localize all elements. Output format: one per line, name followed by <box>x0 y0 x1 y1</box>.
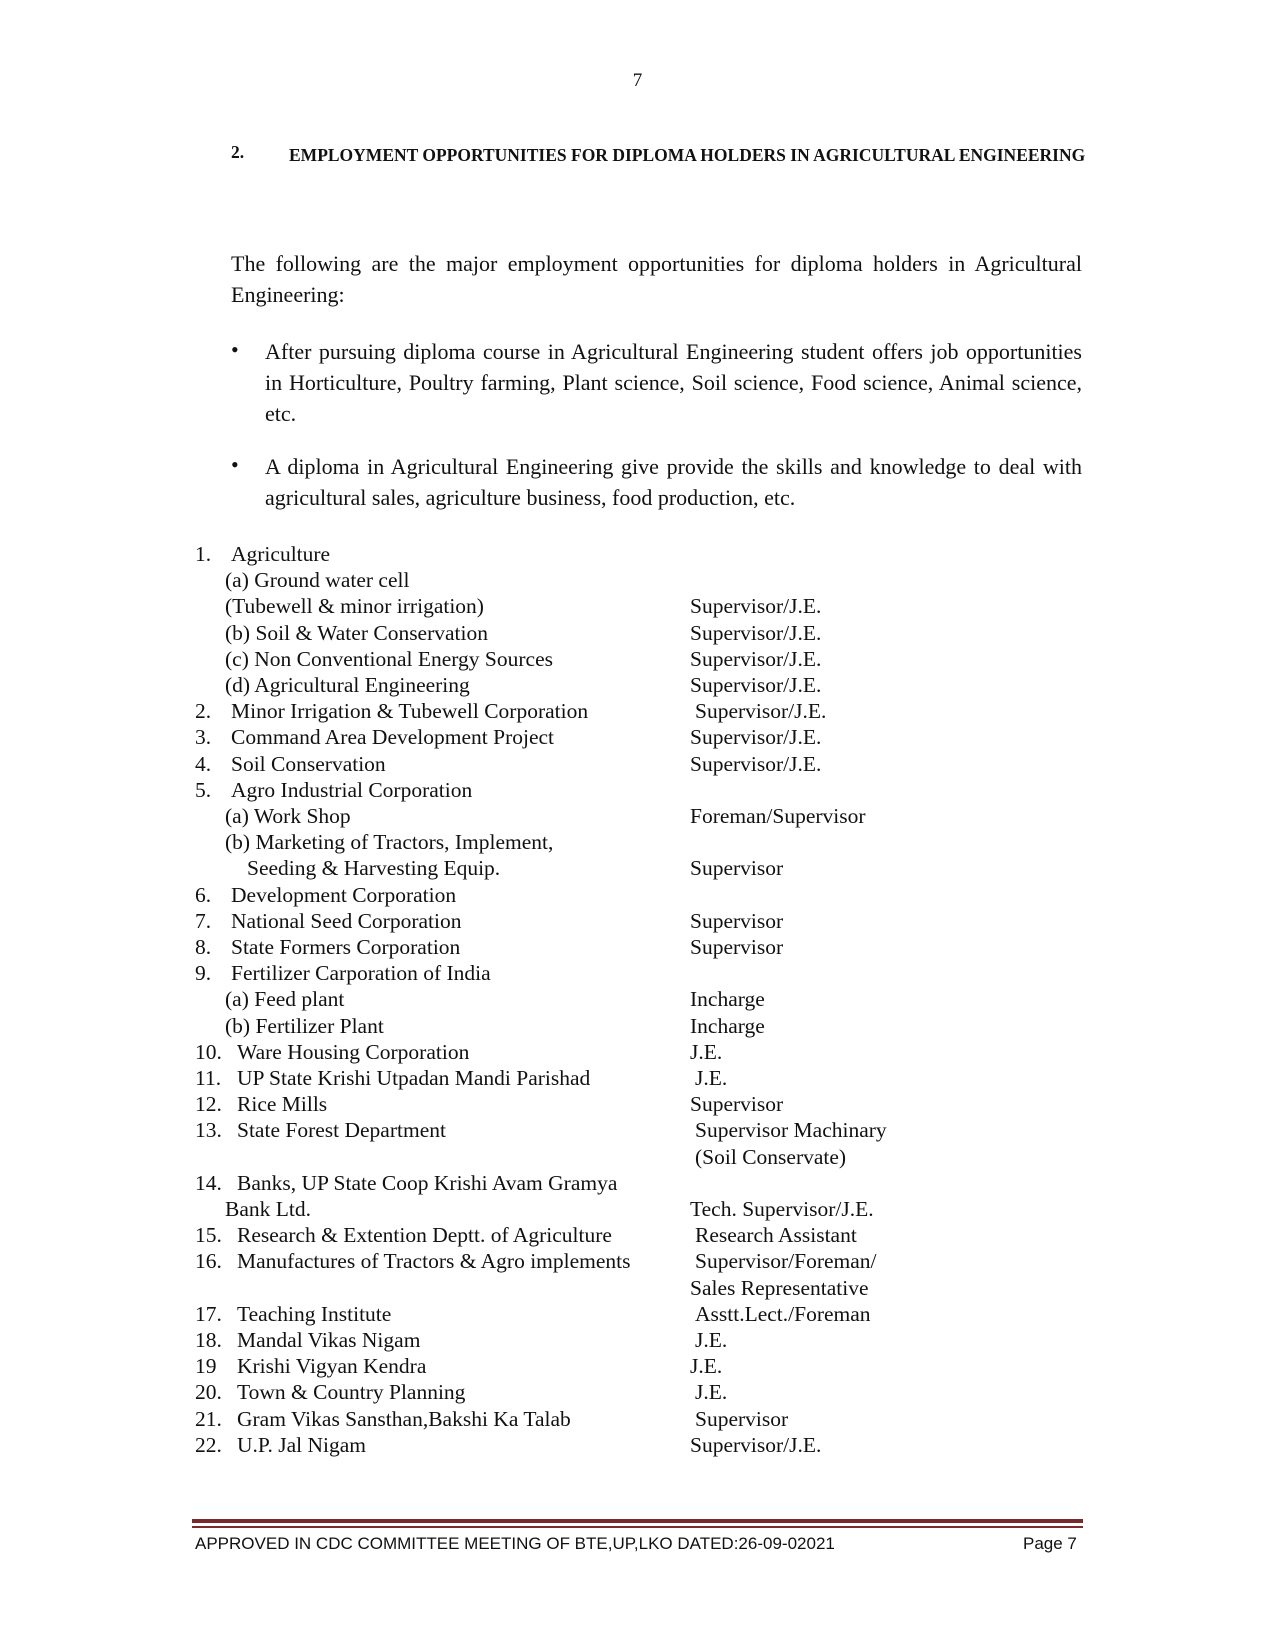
list-row-position: J.E. <box>690 1354 723 1379</box>
list-row <box>0 855 1275 882</box>
list-row <box>0 986 1275 1013</box>
list-row <box>0 1353 1275 1380</box>
list-row-number: 15. <box>195 1223 222 1248</box>
list-row-organization: (d) Agricultural Engineering <box>225 673 470 697</box>
footer-rule-thin <box>192 1526 1083 1528</box>
list-row <box>0 1222 1275 1249</box>
list-row-position: Incharge <box>690 1013 765 1038</box>
list-row-position: Supervisor <box>690 935 784 959</box>
list-row-organization: Research & Extention Deptt. of Agriculture <box>237 1223 612 1248</box>
list-row <box>0 1248 1275 1275</box>
list-row-position: Supervisor/J.E. <box>690 673 822 697</box>
list-row <box>0 1275 1275 1302</box>
list-row <box>0 882 1275 909</box>
list-row <box>0 724 1275 751</box>
list-row-position: Supervisor/J.E. <box>695 699 827 724</box>
list-row-number: 2. <box>195 699 212 724</box>
list-row-position: Supervisor/J.E. <box>690 1432 822 1457</box>
list-row-organization: Soil Conservation <box>231 751 386 776</box>
list-row-position: Supervisor/J.E. <box>690 620 822 645</box>
list-row-position: Tech. Supervisor/J.E. <box>690 1197 874 1221</box>
list-row-organization: (Tubewell & minor irrigation) <box>225 594 484 619</box>
list-row-number: 22. <box>195 1432 222 1457</box>
list-row-number: 6. <box>195 882 212 907</box>
list-row-organization: (b) Marketing of Tractors, Implement, <box>225 830 554 855</box>
list-row-position: Supervisor/J.E. <box>690 751 822 776</box>
list-row-position: Research Assistant <box>695 1223 857 1248</box>
list-row <box>0 1170 1275 1197</box>
list-row <box>0 777 1275 804</box>
list-row-number: 12. <box>195 1092 222 1117</box>
list-row-organization: Seeding & Harvesting Equip. <box>247 856 501 881</box>
list-row <box>0 1013 1275 1040</box>
list-row-organization: (b) Fertilizer Plant <box>225 1013 384 1038</box>
footer-approval-text: APPROVED IN CDC COMMITTEE MEETING OF BTE,UP,LKO DATED:26-09-02021 <box>195 1534 835 1553</box>
list-row-organization: Fertilizer Carporation of India <box>231 961 491 986</box>
list-row <box>0 1144 1275 1171</box>
list-row-organization: Rice Mills <box>237 1092 328 1117</box>
section-title: EMPLOYMENT OPPORTUNITIES FOR DIPLOMA HOLDERS IN AGRICULTURAL ENGINEERING <box>289 145 1086 165</box>
bullet-marker: • <box>231 337 239 362</box>
list-row-number: 5. <box>195 777 212 802</box>
list-row-number: 13. <box>195 1118 222 1143</box>
list-row <box>0 1379 1275 1406</box>
list-row <box>0 1406 1275 1433</box>
list-row <box>0 803 1275 830</box>
list-row-organization: Ware Housing Corporation <box>237 1039 470 1064</box>
list-row-organization: Town & Country Planning <box>237 1380 466 1405</box>
list-row <box>0 541 1275 568</box>
list-row <box>0 1196 1275 1223</box>
bullet-item: A diploma in Agricultural Engineering give provide the skills and knowledge to deal with agricultural sales, agriculture business, food production, etc. <box>265 454 1082 510</box>
list-row-number: 16. <box>195 1249 222 1274</box>
list-row-organization: Minor Irrigation & Tubewell Corporation <box>231 699 589 724</box>
list-row <box>0 1065 1275 1092</box>
list-row <box>0 1432 1275 1459</box>
list-row-position: Supervisor <box>690 856 784 881</box>
list-row-number: 1. <box>195 542 212 566</box>
list-row <box>0 672 1275 699</box>
list-row <box>0 620 1275 647</box>
list-row-position: (Soil Conservate) <box>695 1144 847 1169</box>
list-row-number: 8. <box>195 935 212 959</box>
list-row-organization: (a) Ground water cell <box>225 568 410 593</box>
list-row-organization: (a) Feed plant <box>225 987 345 1012</box>
list-row-number: 9. <box>195 961 212 986</box>
list-row <box>0 646 1275 673</box>
list-row <box>0 1327 1275 1354</box>
list-row <box>0 698 1275 725</box>
list-row-organization: Development Corporation <box>231 882 457 907</box>
list-row-position: Foreman/Supervisor <box>690 804 866 828</box>
list-row <box>0 960 1275 987</box>
list-row <box>0 1301 1275 1328</box>
footer-rule <box>192 1519 1083 1523</box>
intro-paragraph: The following are the major employment opportunities for diploma holders in Agricultural Engineering: <box>231 251 1082 307</box>
list-row-position: Asstt.Lect./Foreman <box>695 1301 871 1326</box>
list-row-number: 21. <box>195 1406 222 1431</box>
list-row-position: Supervisor <box>690 908 784 933</box>
list-row-organization: U.P. Jal Nigam <box>237 1432 366 1457</box>
list-row-number: 19 <box>195 1354 217 1379</box>
list-row-number: 17. <box>195 1301 222 1326</box>
bullet-marker: • <box>231 452 239 477</box>
list-row-number: 3. <box>195 725 212 750</box>
list-row <box>0 567 1275 594</box>
list-row <box>0 1039 1275 1066</box>
section-number: 2. <box>231 142 245 162</box>
list-row-number: 18. <box>195 1328 222 1352</box>
list-row <box>0 934 1275 961</box>
list-row-organization: Mandal Vikas Nigam <box>237 1328 421 1352</box>
list-row-organization: Agro Industrial Corporation <box>231 777 473 802</box>
list-row-position: Supervisor/J.E. <box>690 725 822 750</box>
list-row-organization: Manufactures of Tractors & Agro implements <box>237 1249 631 1274</box>
footer-page-label: Page 7 <box>1023 1534 1077 1553</box>
list-row-number: 11. <box>195 1066 222 1090</box>
list-row-position: Supervisor/Foreman/ <box>695 1249 877 1274</box>
page-number-top: 7 <box>632 70 643 91</box>
list-row-organization: Teaching Institute <box>237 1301 392 1326</box>
list-row <box>0 829 1275 856</box>
list-row <box>0 908 1275 935</box>
list-row-position: Supervisor <box>695 1406 789 1431</box>
list-row-organization: (c) Non Conventional Energy Sources <box>225 646 554 671</box>
list-row-number: 14. <box>195 1170 222 1195</box>
list-row-position: Supervisor/J.E. <box>690 646 822 671</box>
list-row-organization: State Forest Department <box>237 1118 446 1143</box>
list-row-position: Sales Representative <box>690 1275 869 1300</box>
list-row-organization: UP State Krishi Utpadan Mandi Parishad <box>237 1066 591 1090</box>
list-row-position: J.E. <box>690 1039 723 1064</box>
list-row-organization: National Seed Corporation <box>231 908 462 933</box>
list-row <box>0 1117 1275 1144</box>
list-row <box>0 751 1275 778</box>
list-row-position: Supervisor Machinary <box>695 1118 887 1143</box>
list-row-position: J.E. <box>695 1380 728 1405</box>
list-row-organization: Banks, UP State Coop Krishi Avam Gramya <box>237 1170 618 1195</box>
list-row-position: J.E. <box>695 1066 728 1090</box>
list-row-number: 7. <box>195 908 212 933</box>
bullet-item: After pursuing diploma course in Agricultural Engineering student offers job opportunities in Horticulture, Poultry farming, Plant science, Soil science, Food science, Animal science, etc. <box>265 339 1082 426</box>
list-row <box>0 1091 1275 1118</box>
list-row-organization: Command Area Development Project <box>231 725 555 750</box>
list-row-number: 20. <box>195 1380 222 1405</box>
list-row-position: Supervisor/J.E. <box>690 594 822 619</box>
list-row-organization: Krishi Vigyan Kendra <box>237 1354 427 1379</box>
list-row-organization: Bank Ltd. <box>225 1197 311 1221</box>
list-row-organization: Gram Vikas Sansthan,Bakshi Ka Talab <box>237 1406 571 1431</box>
list-row-organization: Agriculture <box>231 542 331 566</box>
list-row-position: Supervisor <box>690 1092 784 1117</box>
list-row-number: 4. <box>195 751 212 776</box>
list-row-organization: (a) Work Shop <box>225 804 351 828</box>
list-row-organization: (b) Soil & Water Conservation <box>225 620 488 645</box>
list-row-number: 10. <box>195 1039 222 1064</box>
list-row <box>0 593 1275 620</box>
list-row-organization: State Formers Corporation <box>231 935 461 959</box>
list-row-position: Incharge <box>690 987 765 1012</box>
list-row-position: J.E. <box>695 1328 728 1352</box>
